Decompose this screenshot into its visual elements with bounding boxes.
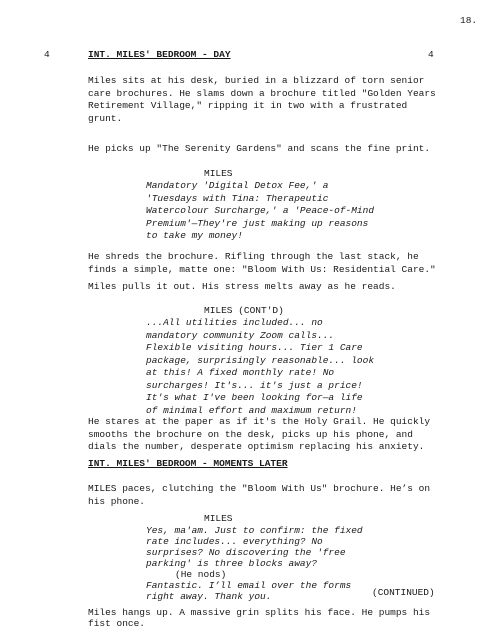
character-cue-2: MILES (CONT'D) — [204, 305, 284, 316]
action-paragraph-3: He shreds the brochure. Rifling through the last stack, he finds a simple, matte one: "Bloom With Us: Residential Care." — [88, 251, 436, 275]
dialogue-3b: Fantastic. I’ll email over the forms right away. Thank you. — [146, 580, 352, 602]
dialogue-1: Mandatory 'Digital Detox Fee,' a 'Tuesdays with Tina: Therapeutic Watercolour Surcharge,' a 'Peace-of-Mind Premium'—They're just making up reasons to take my money! — [146, 180, 375, 241]
action-paragraph-1: Miles sits at his desk, buried in a blizzard of torn senior care brochures. He slams down a brochure titled "Golden Years Retirement Village," ripping it in two with a frustrated grunt. — [88, 75, 436, 124]
action-paragraph-4: Miles pulls it out. His stress melts away as he reads. — [88, 281, 396, 292]
continued-marker: (CONTINUED) — [372, 587, 435, 598]
scene-heading-2: INT. MILES' BEDROOM - MOMENTS LATER — [88, 458, 288, 469]
scene-heading: INT. MILES' BEDROOM - DAY — [88, 49, 231, 60]
dialogue-2: ...All utilities included... no mandatory community Zoom calls... Flexible visiting hours... Tier 1 Care package, surprisingly reasonable... look at this! A fixed monthly rate! No surcharges! It's... it's just a price! It's what I've been looking for—a life of minimal effort and maximum return! — [146, 317, 375, 416]
dialogue-3a: Yes, ma'am. Just to confirm: the fixed rate includes... everything? No surprises? No discovering the 'free parking' is three blocks away? — [146, 525, 363, 569]
action-paragraph-5: He stares at the paper as if it's the Holy Grail. He quickly smooths the brochure on the desk, picks up his phone, and dials the number, desperate optimism replacing his anxiety. — [88, 416, 431, 452]
page-number: 18. — [460, 15, 478, 26]
scene-number-right: 4 — [428, 49, 434, 60]
parenthetical: (He nods) — [175, 569, 227, 580]
action-paragraph-6: MILES paces, clutching the "Bloom With Us" brochure. He’s on his phone. — [88, 483, 431, 507]
scene-number-left: 4 — [44, 49, 50, 60]
character-cue-3: MILES — [204, 513, 233, 524]
character-cue-1: MILES — [204, 168, 233, 179]
action-paragraph-7: Miles hangs up. A massive grin splits his face. He pumps his fist once. — [88, 607, 431, 629]
action-paragraph-2: He picks up "The Serenity Gardens" and scans the fine print. — [88, 143, 431, 154]
